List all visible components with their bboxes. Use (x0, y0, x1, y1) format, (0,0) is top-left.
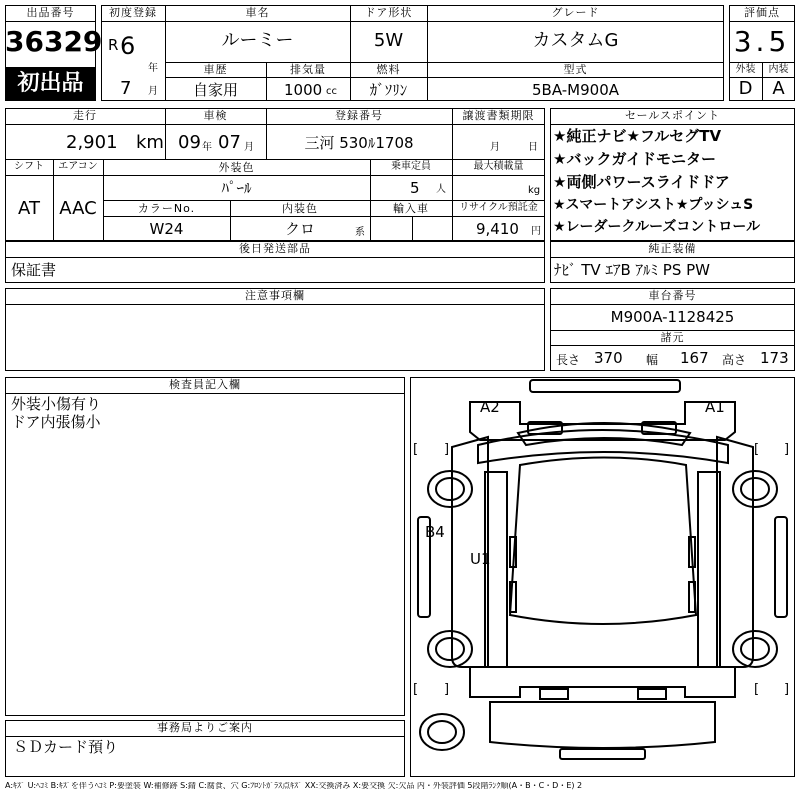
era: R (108, 36, 119, 54)
grade: カスタムG (532, 30, 619, 51)
color-no: W24 (149, 220, 184, 238)
load-unit: kg (528, 185, 541, 196)
mileage-unit: km (136, 132, 164, 153)
dims-label: 諸元 (660, 331, 685, 344)
int-color-label: 内装色 (282, 202, 318, 215)
genuine-value: ﾅﾋﾞ TV ｴｱB ｱﾙﾐ PS PW (554, 261, 710, 279)
width: 167 (680, 349, 709, 367)
insp-month: 07 (218, 132, 241, 153)
car-name: ルーミー (221, 30, 294, 51)
model-label: 型式 (563, 63, 588, 76)
transfer-label: 譲渡書類期限 (462, 109, 535, 122)
door-type: 5W (373, 30, 404, 51)
sales-point-4: ★スマートアシスト★プッシュS (553, 197, 754, 213)
svg-text:[: [ (754, 442, 760, 457)
notes-label: 注意事項欄 (245, 289, 305, 302)
color-label: 外装色 (218, 161, 255, 174)
sales-points-label: セールスポイント (624, 109, 720, 122)
int-grade: A (772, 78, 785, 99)
lot-label: 出品番号 (26, 6, 75, 19)
sales-point-2: ★バックガイドモニター (553, 150, 716, 168)
ext-grade: D (738, 78, 753, 99)
int-color-unit: 系 (355, 227, 365, 238)
name-label: 車名 (245, 6, 270, 19)
diagram-mark-b4: B4 (425, 523, 445, 541)
reg-month-unit: 月 (148, 86, 158, 97)
insp-year: 09 (178, 132, 201, 153)
svg-text:[: [ (413, 442, 419, 457)
reg-year: 6 (120, 32, 136, 60)
diagram-mark-u1: U1 (470, 550, 491, 568)
diagram-mark-a2: A2 (480, 398, 500, 416)
shift: AT (18, 198, 40, 219)
height: 173 (760, 349, 789, 367)
office-value: ＳＤカード預り (13, 738, 119, 756)
model: 5BA-M900A (531, 81, 619, 99)
later-parts-value: 保証書 (11, 261, 57, 279)
inspector-line-1: 外装小傷有り (11, 395, 102, 413)
shift-label: シフト (14, 161, 44, 172)
fuel-label: 燃料 (376, 63, 401, 76)
disp-unit: cc (326, 86, 337, 97)
svg-text:[: [ (754, 682, 760, 697)
height-label: 高さ (722, 353, 747, 367)
lot-number: 36329 (5, 25, 103, 58)
score-label: 評価点 (744, 6, 780, 19)
svg-text:]: ] (784, 442, 790, 457)
grade-label: グレード (551, 6, 600, 19)
genuine-label: 純正装備 (648, 242, 697, 255)
color: ﾊﾟｰﾙ (221, 179, 252, 197)
svg-text:]: ] (444, 682, 450, 697)
insp-year-unit: 年 (202, 142, 212, 153)
plate: 三河 530ﾙ1708 (304, 134, 414, 152)
legend: A:ｷｽﾞ U:ﾍｺﾐ B:ｷｽﾞを伴うﾍｺﾐ P:要塗装 W:補修跡 S:錆 C:腐食、穴 G:ﾌﾛﾝﾄｶﾞﾗｽ点ｷｽﾞ XX:交換済み X:要交換 欠:欠品 内・外装評価 5段階ﾗﾝｸ順(A・B・C・D・E) 2 (5, 782, 583, 790)
reg-month: 7 (120, 78, 132, 99)
import-label: 輸入車 (393, 202, 429, 215)
disp-label: 排気量 (290, 63, 326, 76)
width-label: 幅 (646, 353, 659, 367)
door-label: ドア形状 (364, 6, 413, 19)
displacement: 1000 (284, 81, 323, 99)
ac-label: エアコン (58, 161, 98, 172)
sales-point-1: ★純正ナビ★フルセグTV (553, 127, 722, 145)
capacity: 5 (410, 179, 420, 197)
insp-month-unit: 月 (244, 142, 254, 153)
later-parts-label: 後日発送部品 (239, 242, 311, 255)
ext-label: 外装 (735, 64, 756, 75)
svg-text:]: ] (444, 442, 450, 457)
int-color: クロ (284, 220, 315, 238)
first-listing-badge: 初出品 (6, 67, 95, 100)
transfer-day-unit: 日 (528, 142, 538, 153)
inspector-line-2: ドア内張傷小 (11, 413, 101, 431)
car-diagram (410, 377, 795, 777)
chassis-label: 車台番号 (648, 289, 697, 302)
mileage-label: 走行 (73, 109, 97, 122)
reg-label: 初度登録 (109, 6, 157, 19)
plate-label: 登録番号 (335, 109, 383, 122)
color-no-label: カラーNo. (137, 202, 196, 215)
int-label: 内装 (768, 64, 789, 75)
sales-point-3: ★両側パワースライドドア (553, 173, 730, 191)
load-label: 最大積載量 (473, 161, 524, 172)
capacity-unit: 人 (436, 184, 446, 195)
diagram-mark-a1: A1 (705, 398, 725, 416)
ac: AAC (59, 198, 97, 219)
inspector-label: 検査員記入欄 (169, 378, 241, 391)
score: 3.5 (733, 25, 791, 58)
svg-text:[: [ (413, 682, 419, 697)
chassis-number: M900A-1128425 (610, 308, 735, 326)
length: 370 (594, 349, 623, 367)
svg-text:]: ] (784, 682, 790, 697)
transfer-month-unit: 月 (490, 142, 500, 153)
fuel: ｶﾞｿﾘﾝ (369, 81, 408, 99)
inspection-label: 車検 (203, 109, 228, 122)
recycle-unit: 円 (531, 226, 541, 237)
history-label: 車歴 (203, 63, 228, 76)
sales-point-5: ★レーダークルーズコントロール (553, 219, 761, 235)
length-label: 長さ (556, 353, 581, 367)
reg-year-unit: 年 (148, 63, 158, 74)
recycle-label: リサイクル預託金 (459, 202, 538, 213)
mileage: 2,901 (66, 132, 118, 153)
office-label: 事務局よりご案内 (157, 721, 253, 734)
history: 自家用 (192, 81, 238, 99)
recycle: 9,410 (476, 220, 519, 238)
capacity-label: 乗車定員 (391, 161, 431, 172)
